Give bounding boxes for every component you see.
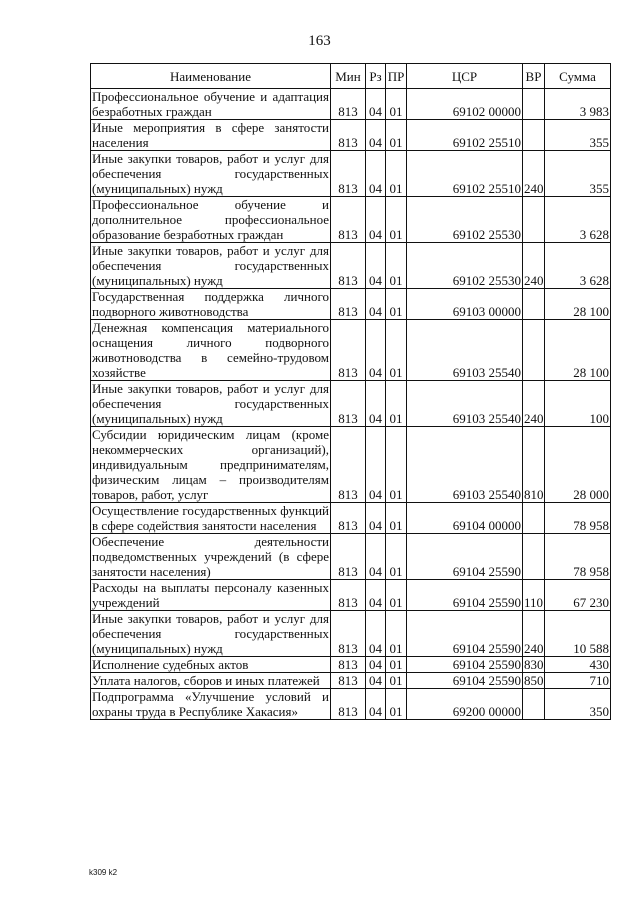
row-vr: 850	[524, 673, 544, 688]
row-min: 813	[331, 381, 366, 427]
row-vr: 240	[523, 381, 545, 427]
row-min: 813	[331, 427, 366, 503]
row-vr	[523, 120, 545, 151]
row-csr: 69103 25540	[407, 320, 523, 381]
row-name: Исполнение судебных актов	[91, 657, 331, 673]
row-csr: 69102 00000	[407, 89, 523, 120]
row-sum: 28 100	[545, 289, 611, 320]
row-pr: 01	[386, 381, 407, 427]
row-rz: 04	[366, 381, 386, 427]
row-min: 813	[331, 673, 366, 689]
row-min: 813	[331, 320, 366, 381]
row-name: Государственная поддержка личного подворного животноводства	[92, 289, 329, 319]
row-pr: 01	[386, 289, 407, 320]
row-vr	[523, 289, 545, 320]
row-sum: 430	[545, 657, 611, 673]
row-name: Денежная компенсация материального оснащения личного подворного животноводства в семейно-трудовом хозяйстве	[92, 320, 329, 380]
row-vr	[523, 89, 545, 120]
table-row	[91, 689, 611, 720]
row-rz: 04	[366, 611, 386, 657]
row-name: Обеспечение деятельности подведомственных учреждений (в сфере занятости населения)	[92, 534, 329, 579]
row-sum: 78 958	[545, 534, 611, 580]
row-pr: 01	[386, 89, 407, 120]
table-row	[91, 427, 611, 503]
row-min: 813	[331, 151, 366, 197]
document-code: k309 k2	[89, 868, 118, 877]
row-pr: 01	[386, 120, 407, 151]
row-rz: 04	[366, 427, 386, 503]
table-row	[91, 611, 611, 657]
row-rz: 04	[366, 89, 386, 120]
row-name: Иные мероприятия в сфере занятости населения	[92, 120, 329, 150]
row-csr: 69104 25590	[407, 611, 523, 657]
row-vr: 810	[523, 427, 545, 503]
row-name: Профессиональное обучение и адаптация безработных граждан	[92, 89, 329, 119]
row-csr: 69104 25590	[407, 580, 523, 611]
row-vr	[523, 689, 545, 720]
header-sum: Сумма	[545, 64, 611, 89]
row-rz: 04	[366, 320, 386, 381]
row-sum: 28 000	[545, 427, 611, 503]
row-sum: 355	[545, 151, 611, 197]
row-min: 813	[331, 197, 366, 243]
row-sum: 67 230	[545, 580, 611, 611]
row-min: 813	[331, 89, 366, 120]
row-sum: 710	[545, 673, 611, 689]
row-pr: 01	[386, 689, 407, 720]
row-vr	[523, 534, 545, 580]
row-min: 813	[331, 503, 366, 534]
row-rz: 04	[366, 197, 386, 243]
row-sum: 3 628	[545, 197, 611, 243]
row-sum: 3 983	[545, 89, 611, 120]
row-csr: 69200 00000	[407, 689, 523, 720]
row-name: Расходы на выплаты персоналу казенных учреждений	[92, 580, 329, 610]
row-csr: 69103 00000	[407, 289, 523, 320]
row-name: Иные закупки товаров, работ и услуг для обеспечения государственных (муниципальных) нужд	[92, 381, 329, 426]
table-row	[91, 580, 611, 611]
table-header-row	[91, 64, 611, 89]
row-rz: 04	[366, 534, 386, 580]
table-row	[91, 503, 611, 534]
row-vr: 110	[523, 580, 545, 611]
row-rz: 04	[366, 689, 386, 720]
table-row	[91, 89, 611, 120]
row-sum: 28 100	[545, 320, 611, 381]
row-csr: 69104 00000	[407, 503, 523, 534]
table-row	[91, 673, 611, 689]
row-sum: 10 588	[545, 611, 611, 657]
row-csr: 69104 25590	[407, 534, 523, 580]
header-pr: ПР	[386, 64, 407, 89]
row-csr: 69103 25540	[407, 381, 523, 427]
row-pr: 01	[386, 243, 407, 289]
table-row	[91, 151, 611, 197]
row-pr: 01	[386, 673, 407, 689]
row-sum: 100	[545, 381, 611, 427]
budget-table	[90, 63, 611, 720]
header-vr: ВР	[523, 64, 545, 89]
table-row	[91, 197, 611, 243]
row-vr: 240	[523, 243, 545, 289]
row-sum: 78 958	[545, 503, 611, 534]
row-csr: 69102 25530	[407, 243, 523, 289]
header-csr: ЦСР	[407, 64, 523, 89]
row-pr: 01	[386, 320, 407, 381]
row-csr: 69102 25510	[407, 151, 523, 197]
row-name: Осуществление государственных функций в сфере содействия занятости населения	[92, 503, 329, 533]
row-rz: 04	[366, 673, 386, 689]
table-row	[91, 320, 611, 381]
table-row	[91, 534, 611, 580]
row-vr: 240	[523, 611, 545, 657]
row-name: Иные закупки товаров, работ и услуг для обеспечения государственных (муниципальных) нужд	[92, 611, 329, 656]
row-min: 813	[331, 611, 366, 657]
row-name: Субсидии юридическим лицам (кроме некоммерческих организаций), индивидуальным предпринимателям, физическим лицам – производителям товаров, работ, услуг	[92, 427, 329, 502]
row-pr: 01	[386, 427, 407, 503]
row-pr: 01	[386, 503, 407, 534]
row-csr: 69104 25590	[407, 657, 523, 673]
row-rz: 04	[366, 120, 386, 151]
row-min: 813	[331, 657, 366, 673]
row-vr: 240	[523, 151, 545, 197]
row-name: Иные закупки товаров, работ и услуг для обеспечения государственных (муниципальных) нужд	[92, 243, 329, 288]
row-vr	[523, 503, 545, 534]
row-name: Уплата налогов, сборов и иных платежей	[91, 673, 331, 689]
row-csr: 69102 25510	[407, 120, 523, 151]
row-sum: 350	[545, 689, 611, 720]
table-row	[91, 289, 611, 320]
header-name: Наименование	[91, 64, 331, 89]
row-name: Подпрограмма «Улучшение условий и охраны труда в Республике Хакасия»	[92, 689, 329, 719]
row-pr: 01	[386, 657, 407, 673]
row-rz: 04	[366, 289, 386, 320]
row-min: 813	[331, 120, 366, 151]
table-row	[91, 243, 611, 289]
header-rz: Рз	[366, 64, 386, 89]
row-min: 813	[331, 534, 366, 580]
table-row	[91, 120, 611, 151]
row-min: 813	[331, 689, 366, 720]
header-min: Мин	[331, 64, 366, 89]
row-csr: 69103 25540	[407, 427, 523, 503]
row-name: Профессиональное обучение и дополнительное профессиональное образование безработных граждан	[92, 197, 329, 242]
row-pr: 01	[386, 151, 407, 197]
row-min: 813	[331, 289, 366, 320]
row-rz: 04	[366, 243, 386, 289]
row-rz: 04	[366, 503, 386, 534]
row-rz: 04	[366, 151, 386, 197]
row-min: 813	[331, 580, 366, 611]
row-pr: 01	[386, 197, 407, 243]
row-pr: 01	[386, 580, 407, 611]
row-vr	[523, 197, 545, 243]
row-pr: 01	[386, 534, 407, 580]
row-vr: 830	[524, 657, 544, 672]
row-rz: 04	[366, 580, 386, 611]
table-row	[91, 381, 611, 427]
row-min: 813	[331, 243, 366, 289]
page-number: 163	[308, 33, 331, 49]
row-csr: 69102 25530	[407, 197, 523, 243]
row-rz: 04	[366, 657, 386, 673]
table-row	[91, 657, 611, 673]
row-vr	[523, 320, 545, 381]
row-sum: 355	[545, 120, 611, 151]
row-pr: 01	[386, 611, 407, 657]
row-name: Иные закупки товаров, работ и услуг для обеспечения государственных (муниципальных) нужд	[92, 151, 329, 196]
row-csr: 69104 25590	[407, 673, 523, 689]
row-sum: 3 628	[545, 243, 611, 289]
